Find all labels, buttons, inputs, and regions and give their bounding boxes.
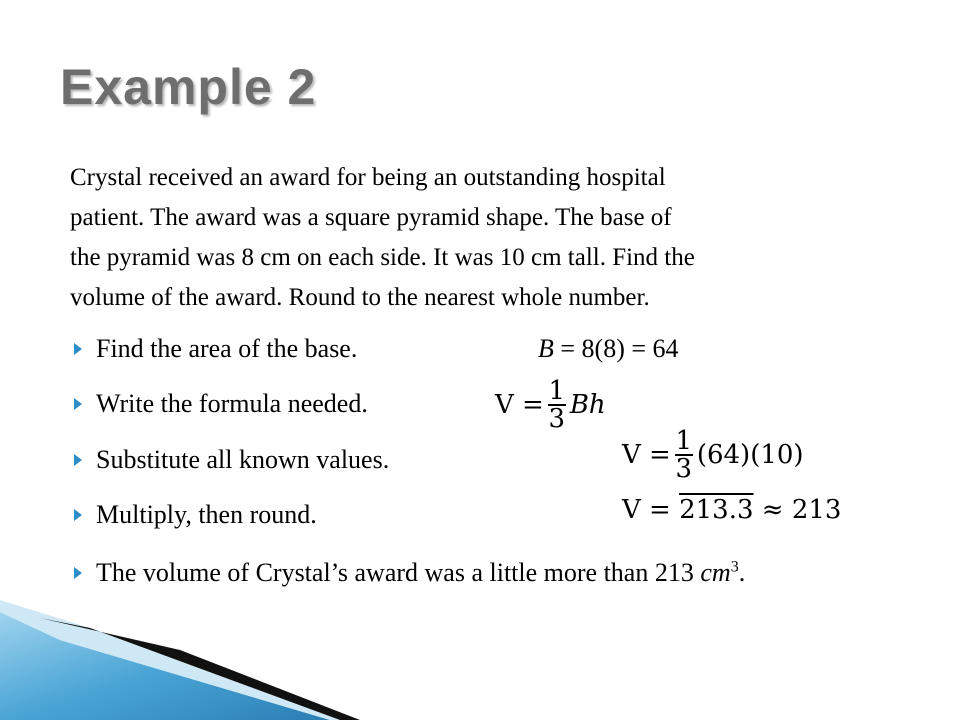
problem-line: Crystal received an award for being an outstanding hospital [70, 164, 666, 191]
step-write-formula [74, 389, 368, 419]
conclusion-exponent: 3 [730, 558, 739, 576]
fraction-numerator: 1 [675, 426, 693, 456]
base-area-equation [538, 334, 679, 364]
conclusion-sentence: The volume of Crystal’s award was a little more than 213 [96, 558, 701, 587]
step-label: Write the formula needed. [96, 389, 368, 418]
triangle-bullet-icon [74, 398, 82, 410]
repeating-decimal: 213.3 [679, 495, 754, 525]
formula-rhs: (64)(10) [696, 440, 804, 470]
conclusion-text [96, 558, 745, 588]
problem-statement [70, 158, 900, 318]
fraction-one-third [548, 378, 566, 432]
formula-rhs: Bh [569, 390, 606, 420]
base-area-value: = 8(8) = 64 [553, 334, 679, 363]
formula-lhs: V = [622, 440, 671, 470]
triangle-bullet-icon [74, 343, 82, 355]
slide-title: Example 2 [60, 59, 317, 115]
step-label: Substitute all known values. [96, 445, 390, 474]
step-label: Multiply, then round. [96, 500, 317, 529]
fraction-numerator: 1 [548, 376, 566, 406]
formula-lhs: V = [495, 390, 544, 420]
triangle-bullet-icon [74, 509, 82, 521]
step-substitute [74, 445, 389, 475]
conclusion-end: . [738, 558, 746, 587]
step-multiply-round [74, 500, 317, 530]
conclusion-unit: cm [700, 558, 731, 587]
substituted-formula [622, 428, 804, 482]
fraction-denominator: 3 [548, 404, 566, 434]
conclusion-step [74, 558, 745, 588]
step-find-base [74, 334, 357, 364]
problem-line: volume of the award. Round to the nearest whole number. [70, 284, 650, 311]
formula-lhs: V = [622, 495, 671, 525]
triangle-bullet-icon [74, 454, 82, 466]
volume-formula [495, 378, 606, 432]
fraction-one-third [675, 428, 693, 482]
result-equation [622, 495, 841, 525]
problem-line: patient. The award was a square pyramid shape. The base of [70, 204, 672, 231]
base-variable: B [538, 334, 554, 363]
triangle-bullet-icon [74, 567, 82, 579]
step-label: Find the area of the base. [96, 334, 358, 363]
rounded-value: ≈ 213 [761, 495, 842, 525]
problem-line: the pyramid was 8 cm on each side. It was 10 cm tall. Find the [70, 244, 695, 271]
fraction-denominator: 3 [675, 454, 693, 484]
